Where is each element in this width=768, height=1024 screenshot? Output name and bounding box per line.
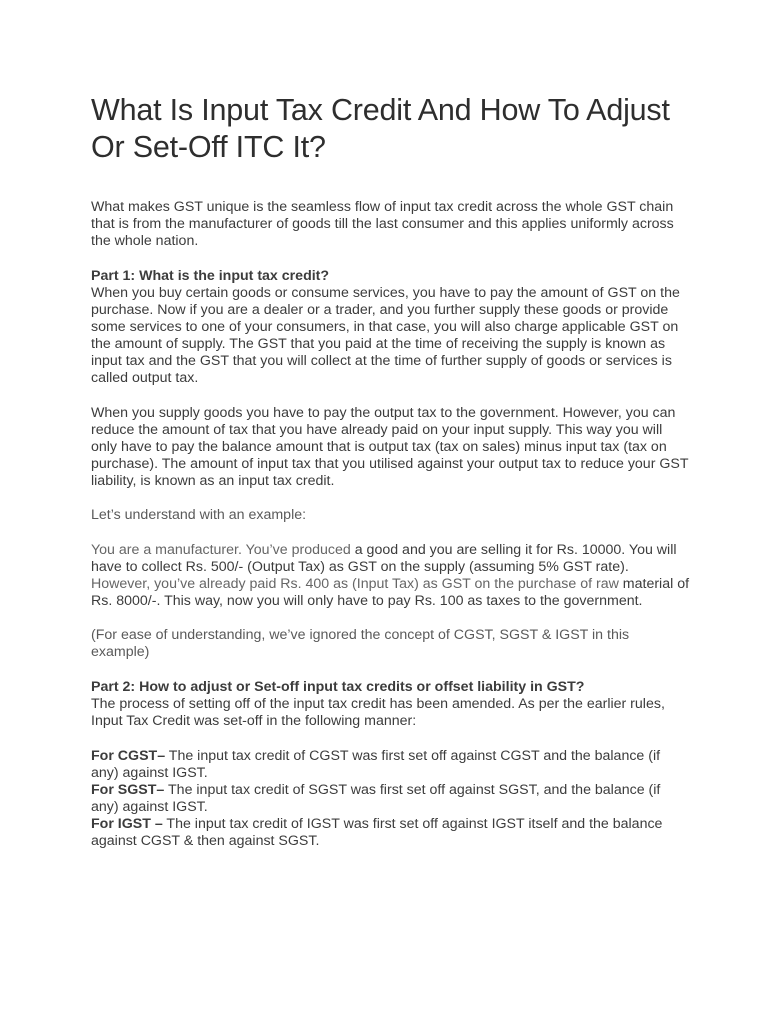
part1-heading: Part 1: What is the input tax credit? xyxy=(91,268,330,284)
document-body xyxy=(91,199,691,850)
example-lead: Let’s understand with an example: xyxy=(91,507,307,523)
set-off-text: The input tax credit of IGST was first set off against IGST itself and the balance against CGST & then against SGST. xyxy=(91,816,663,849)
example-text-a: You are a manufacturer. You’ve produced xyxy=(91,542,355,558)
example-text-d: material of Rs. 8000/-. This way, now you will only have to pay Rs. 100 as taxes to the government. xyxy=(91,576,690,609)
document-page xyxy=(91,92,691,850)
set-off-item-sgst xyxy=(91,782,691,816)
part1-paragraph-1: When you buy certain goods or consume services, you have to pay the amount of GST on the purchase. Now if you are a dealer or a trader, and you further supply these goods or provide some services to one of your consumers, in that case, you will also charge applicable GST on the amount of supply. The GST that you paid at the time of receiving the supply is known as input tax and the GST that you will collect at the time of further supply of goods or services is called output tax. xyxy=(91,285,680,386)
set-off-text: The input tax credit of CGST was first set off against CGST and the balance (if any) against IGST. xyxy=(91,748,661,781)
set-off-item-igst xyxy=(91,816,691,850)
document-title: What Is Input Tax Credit And How To Adjust Or Set-Off ITC It? xyxy=(91,93,670,164)
example-text-b: a good and you are selling it for Rs. 10000. You will have to collect Rs. 500/- (Output Tax) as GST on the supply (assuming 5% GST rate). xyxy=(91,542,677,575)
intro-paragraph: What makes GST unique is the seamless flow of input tax credit across the whole GST chain that is from the manufacturer of goods till the last consumer and this applies uniformly across the whole nation. xyxy=(91,199,674,249)
set-off-list xyxy=(91,748,691,850)
example-text-c: However, you’ve already paid Rs. 400 as (Input Tax) as GST on the purchase of raw xyxy=(91,576,623,592)
example-note: (For ease of understanding, we’ve ignored the concept of CGST, SGST & IGST in this example) xyxy=(91,627,630,660)
set-off-text: The input tax credit of SGST was first set off against SGST, and the balance (if any) against IGST. xyxy=(91,782,661,815)
set-off-item-cgst xyxy=(91,748,691,782)
set-off-label: For SGST– xyxy=(91,782,165,798)
set-off-label: For CGST– xyxy=(91,748,166,764)
part2-intro: The process of setting off of the input tax credit has been amended. As per the earlier rules, Input Tax Credit was set-off in the following manner: xyxy=(91,696,665,729)
part2-heading: Part 2: How to adjust or Set-off input tax credits or offset liability in GST? xyxy=(91,679,585,695)
part1-paragraph-2: When you supply goods you have to pay the output tax to the government. However, you can reduce the amount of tax that you have already paid on your input supply. This way you will only have to pay the balance amount that is output tax (tax on sales) minus input tax (tax on purchase). The amount of input tax that you utilised against your output tax to reduce your GST liability, is known as an input tax credit. xyxy=(91,405,689,489)
example-paragraph xyxy=(91,542,691,610)
set-off-label: For IGST – xyxy=(91,816,163,832)
